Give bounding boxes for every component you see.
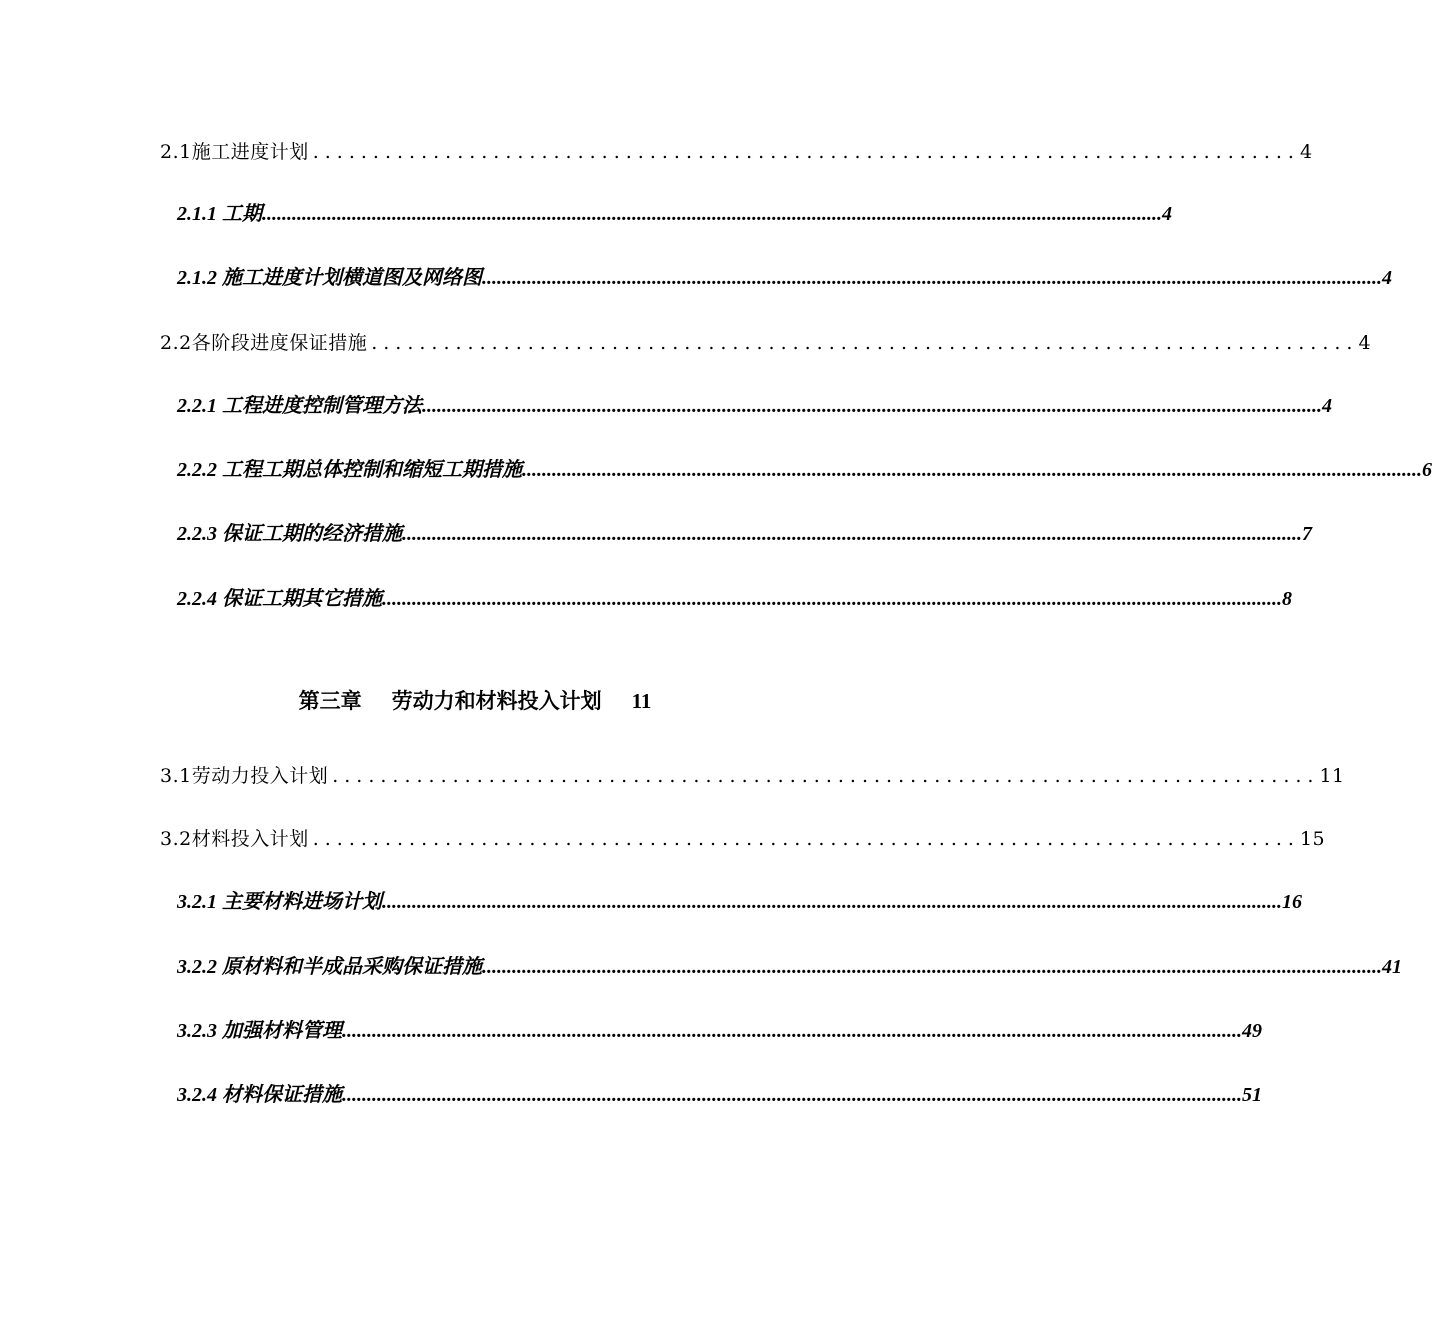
toc-entry-title: 2.1施工进度计划 — [160, 141, 309, 163]
dot-leader: .................................................................................. — [312, 828, 1300, 850]
dot-leader: .................................................................................. — [332, 765, 1320, 787]
toc-entry-page: 49 — [1242, 1020, 1262, 1042]
toc-entry[interactable] — [177, 199, 1172, 229]
toc-entry-title: 2.2.2 工程工期总体控制和缩短工期措施 — [177, 459, 522, 481]
toc-entry[interactable] — [160, 137, 1313, 167]
toc-entry-title: 3.2.3 加强材料管理 — [177, 1020, 342, 1042]
toc-entry[interactable] — [177, 455, 1432, 485]
toc-entry-title: 3.2.4 材料保证措施 — [177, 1084, 342, 1106]
toc-entry-title: 2.2各阶段进度保证措施 — [160, 332, 368, 354]
chapter-page: 11 — [631, 689, 652, 713]
toc-entry-title: 2.2.3 保证工期的经济措施 — [177, 523, 402, 545]
toc-entry-title: 3.2.2 原材料和半成品采购保证措施 — [177, 956, 482, 978]
chapter-number: 第三章 — [298, 689, 362, 713]
toc-entry[interactable] — [177, 1080, 1262, 1110]
toc-entry-page: 4 — [1322, 395, 1332, 417]
toc-entry-page: 4 — [1358, 332, 1372, 354]
dot-leader: .................................................................................................................................................................................... — [262, 203, 1162, 225]
toc-entry-title: 2.1.2 施工进度计划横道图及网络图 — [177, 267, 482, 289]
toc-entry[interactable] — [177, 391, 1332, 421]
toc-entry[interactable] — [177, 887, 1302, 917]
toc-entry[interactable] — [177, 519, 1312, 549]
dot-leader: .................................................................................................................................................................................... — [482, 956, 1382, 978]
toc-entry[interactable] — [177, 1016, 1262, 1046]
toc-entry[interactable] — [160, 328, 1372, 358]
toc-entry[interactable] — [177, 263, 1392, 293]
toc-entry-title: 3.2材料投入计划 — [160, 828, 309, 850]
toc-entry-title: 2.2.4 保证工期其它措施 — [177, 588, 382, 610]
toc-entry-page: 6 — [1422, 459, 1432, 481]
toc-entry-page: 7 — [1302, 523, 1312, 545]
chapter-heading[interactable] — [0, 686, 950, 716]
toc-entry-title: 2.2.1 工程进度控制管理方法 — [177, 395, 422, 417]
toc-entry-page: 8 — [1282, 588, 1292, 610]
dot-leader: .................................................................................................................................................................................... — [482, 267, 1382, 289]
toc-entry-page: 15 — [1299, 828, 1326, 850]
dot-leader: .................................................................................................................................................................................... — [382, 588, 1282, 610]
toc-entry-page: 16 — [1282, 891, 1302, 913]
toc-entry-page: 4 — [1162, 203, 1172, 225]
toc-entry[interactable] — [177, 952, 1402, 982]
dot-leader: .................................................................................................................................................................................... — [382, 891, 1282, 913]
toc-entry[interactable] — [177, 584, 1292, 614]
toc-entry[interactable] — [160, 761, 1345, 791]
toc-entry-title: 3.2.1 主要材料进场计划 — [177, 891, 382, 913]
toc-entry-title: 3.1劳动力投入计划 — [160, 765, 329, 787]
toc-entry-page: 4 — [1299, 141, 1313, 163]
toc-entry-page: 41 — [1382, 956, 1402, 978]
dot-leader: .................................................................................................................................................................................... — [522, 459, 1422, 481]
dot-leader: .................................................................................. — [312, 141, 1300, 163]
dot-leader: .................................................................................................................................................................................... — [342, 1020, 1242, 1042]
toc-entry-page: 4 — [1382, 267, 1392, 289]
toc-entry-title: 2.1.1 工期 — [177, 203, 262, 225]
dot-leader: .................................................................................................................................................................................... — [342, 1084, 1242, 1106]
toc-entry-page: 51 — [1242, 1084, 1262, 1106]
toc-entry[interactable] — [160, 824, 1326, 854]
toc-entry-page: 11 — [1319, 765, 1345, 787]
dot-leader: .................................................................................................................................................................................... — [422, 395, 1322, 417]
dot-leader: .................................................................................. — [371, 332, 1359, 354]
dot-leader: .................................................................................................................................................................................... — [402, 523, 1302, 545]
chapter-title: 劳动力和材料投入计划 — [391, 689, 602, 713]
